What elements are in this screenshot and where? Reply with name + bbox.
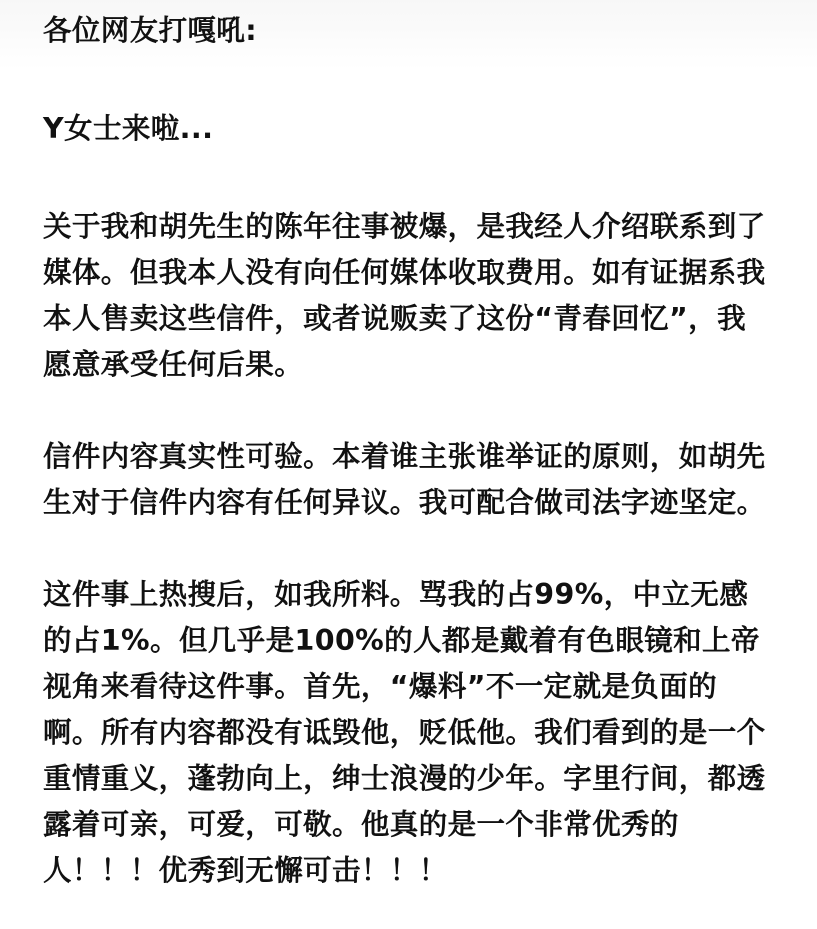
- text-line: 关于我和胡先生的陈年往事被爆，是我经人介绍联系到了: [43, 210, 766, 243]
- paragraph-1: [43, 204, 777, 388]
- text-line: 啊。所有内容都没有诋毁他，贬低他。我们看到的是一个: [43, 716, 766, 749]
- text-line: 重情重义，蓬勃向上，绅士浪漫的少年。字里行间，都透: [43, 762, 766, 795]
- text-line: 生对于信件内容有任何异议。我可配合做司法字迹坚定。: [43, 486, 766, 519]
- text-line: 露着可亲，可爱，可敬。他真的是一个非常优秀的: [43, 808, 679, 841]
- text-line: 信件内容真实性可验。本着谁主张谁举证的原则，如胡先: [43, 440, 766, 473]
- text-line: Y女士来啦...: [43, 112, 214, 145]
- text-line: 媒体。但我本人没有向任何媒体收取费用。如有证据系我: [43, 256, 766, 289]
- paragraph-2: [43, 434, 777, 526]
- text-line: 愿意承受任何后果。: [43, 348, 304, 381]
- intro-line: [43, 106, 777, 152]
- text-line: 这件事上热搜后，如我所料。骂我的占99%，中立无感: [43, 578, 749, 611]
- text-line: 各位网友打嘎吼:: [43, 14, 258, 47]
- greeting-line: [43, 8, 777, 54]
- text-line: 人！！！优秀到无懈可击！！！: [43, 854, 448, 887]
- text-line: 的占1%。但几乎是100%的人都是戴着有色眼镜和上帝: [43, 624, 760, 657]
- text-line: 本人售卖这些信件，或者说贩卖了这份“青春回忆”，我: [43, 302, 746, 335]
- text-line: 视角来看待这件事。首先，“爆料”不一定就是负面的: [43, 670, 718, 703]
- paragraph-3: [43, 572, 777, 894]
